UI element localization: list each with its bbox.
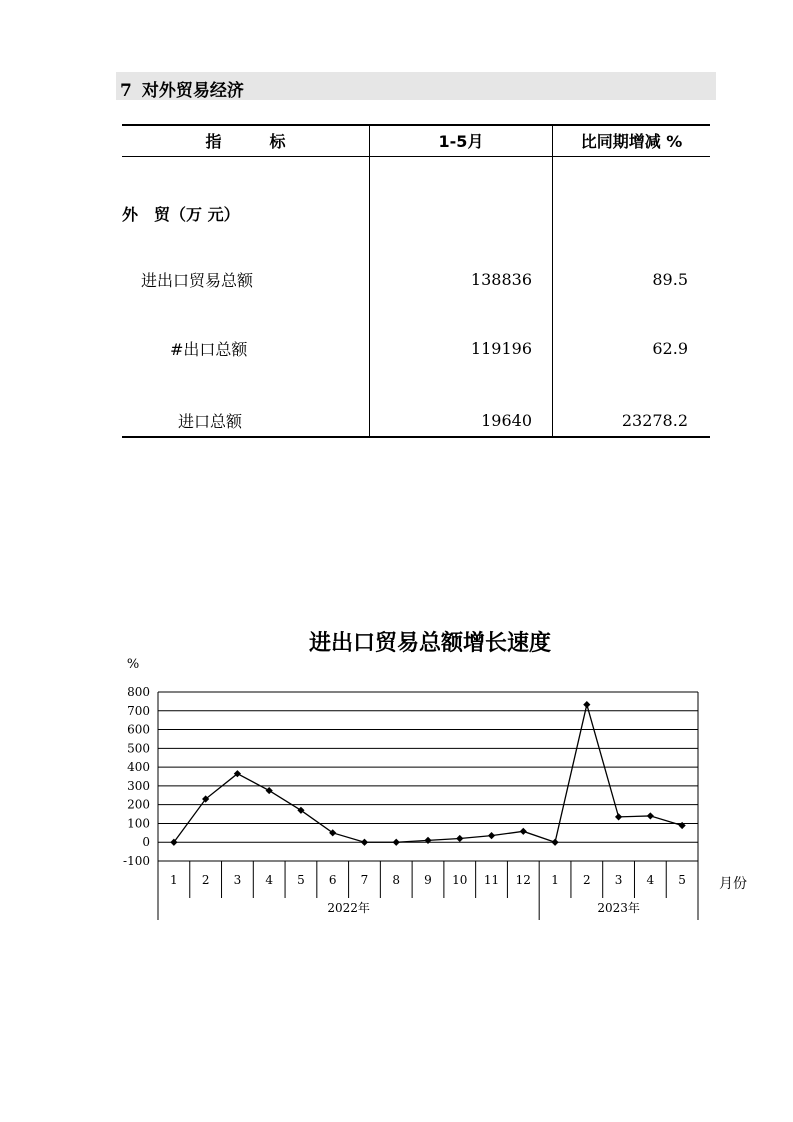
x-tick-label: 3 — [614, 873, 623, 887]
section-header — [116, 72, 716, 100]
header-period: 1-5月 — [438, 132, 484, 151]
row-change: 89.5 — [652, 270, 688, 289]
data-point — [361, 839, 368, 846]
trade-table — [122, 124, 710, 438]
section-title-text: 对外贸易经济 — [141, 81, 244, 101]
growth-chart — [100, 618, 760, 938]
x-tick-label: 8 — [392, 873, 401, 887]
table-category: 外 贸（万 元） — [122, 205, 240, 224]
x-tick-label: 4 — [646, 873, 655, 887]
x-axis-label: 月份 — [719, 876, 747, 892]
x-tick-label: 5 — [297, 873, 305, 887]
header-change: 比同期增减 % — [580, 132, 683, 151]
series-line — [174, 705, 682, 843]
y-tick-label: 600 — [127, 722, 150, 737]
data-point — [520, 828, 527, 835]
data-point — [488, 832, 495, 839]
x-tick-label: 3 — [233, 873, 242, 887]
data-point — [583, 701, 590, 708]
y-tick-label: 200 — [127, 797, 150, 812]
row-change: 23278.2 — [621, 411, 688, 430]
x-group-label: 2022年 — [327, 901, 370, 915]
y-tick-label: 400 — [127, 760, 150, 775]
y-tick-label: 700 — [127, 703, 150, 718]
data-point — [647, 812, 654, 819]
x-tick-label: 11 — [483, 873, 500, 887]
x-tick-label: 2 — [201, 873, 210, 887]
row-label: 进出口贸易总额 — [141, 271, 254, 290]
y-tick-label: 0 — [142, 835, 150, 850]
y-tick-label: 100 — [127, 816, 150, 831]
y-tick-label: -100 — [123, 854, 150, 868]
row-label: #出口总额 — [170, 340, 248, 359]
y-axis-unit: % — [126, 657, 140, 672]
chart-title: 进出口贸易总额增长速度 — [308, 631, 551, 656]
x-tick-label: 9 — [424, 873, 432, 887]
x-tick-label: 5 — [678, 873, 686, 887]
data-point — [615, 813, 622, 820]
chart-svg — [100, 618, 760, 938]
data-point — [424, 837, 431, 844]
row-change: 62.9 — [652, 339, 688, 358]
x-tick-label: 7 — [360, 873, 369, 887]
y-tick-label: 300 — [127, 778, 150, 793]
x-tick-label: 10 — [452, 873, 468, 887]
row-label: 进口总额 — [178, 412, 243, 431]
row-value: 138836 — [470, 270, 532, 289]
data-point — [266, 787, 273, 794]
y-tick-label: 800 — [127, 685, 150, 699]
x-tick-label: 1 — [551, 873, 559, 887]
y-tick-label: 500 — [127, 741, 150, 756]
x-tick-label: 4 — [265, 873, 273, 887]
data-point — [551, 839, 558, 846]
x-tick-label: 1 — [170, 873, 178, 887]
header-indicator: 指 标 — [205, 132, 286, 151]
x-tick-label: 2 — [583, 873, 591, 887]
x-tick-label: 12 — [515, 873, 531, 887]
x-tick-label: 6 — [328, 873, 337, 887]
data-point — [393, 839, 400, 846]
row-value: 19640 — [481, 411, 532, 430]
section-number: 7 — [120, 81, 132, 101]
section-title — [120, 76, 244, 101]
data-point — [456, 835, 463, 842]
x-group-label: 2023年 — [597, 901, 640, 915]
table-bottom-rule — [122, 436, 710, 438]
row-value: 119196 — [470, 339, 532, 358]
